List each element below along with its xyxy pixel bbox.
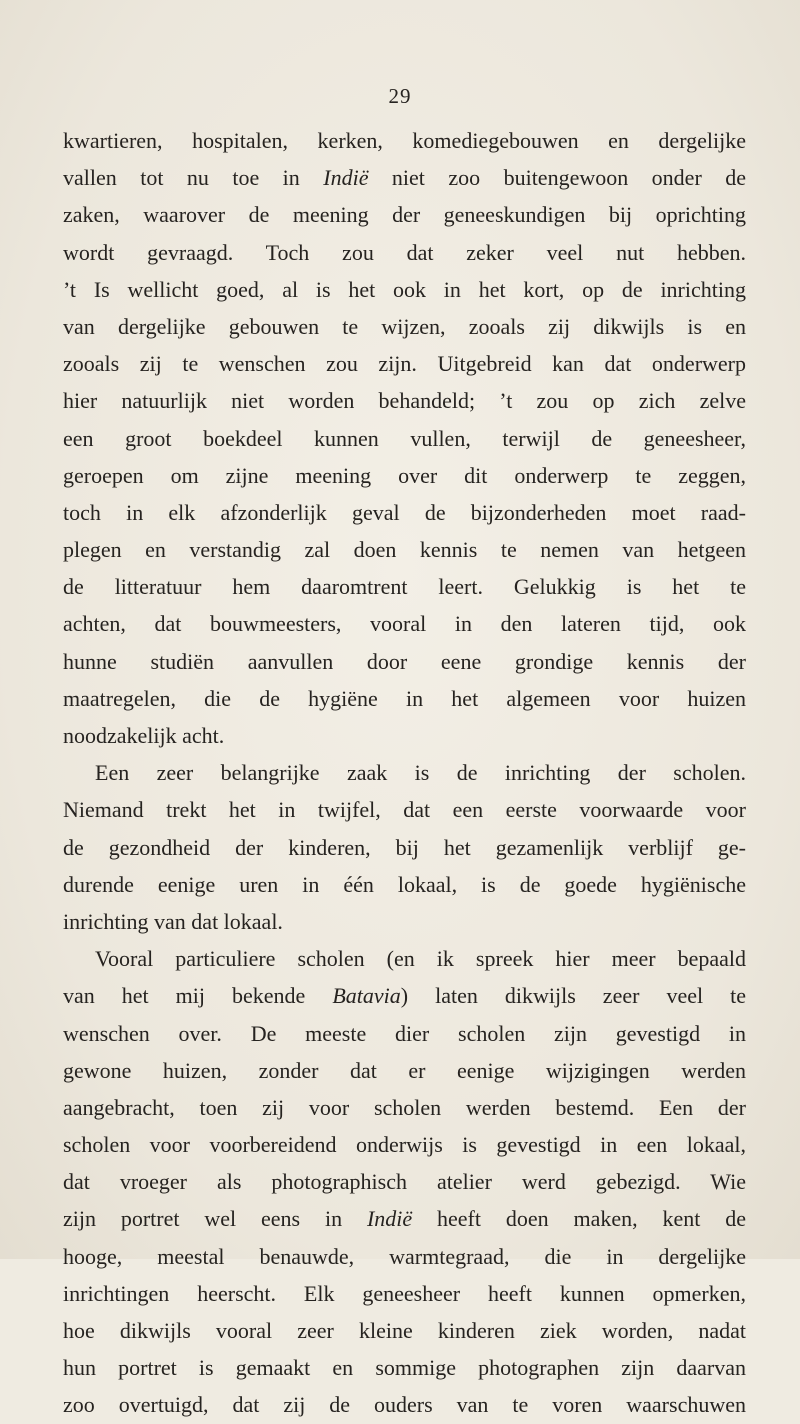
text-line [63, 420, 746, 457]
text-line-content: hooge, meestal benauwde, warmtegraad, die in dergelijke [63, 1243, 746, 1269]
text-line [63, 196, 746, 233]
text-line-content: noodzakelijk acht. [63, 723, 225, 748]
text-line [63, 1089, 746, 1126]
text-line [63, 680, 746, 717]
text-line [63, 717, 746, 754]
text-line-content: inrichting van dat lokaal. [63, 908, 283, 934]
text-line-content: Een zeer belangrijke zaak is de inrichting der scholen. [95, 760, 746, 786]
text-line-content: de gezondheid der kinderen, bij het gezamenlijk verblijf ge- [63, 834, 746, 860]
text-line-content: zooals zij te wenschen zou zijn. Uitgebreid kan dat onderwerp [63, 351, 746, 377]
text-line [63, 791, 746, 828]
text-line [63, 271, 746, 308]
text-line-content: van dergelijke gebouwen te wijzen, zooals zij dikwijls is en [63, 313, 746, 339]
text-line [63, 940, 746, 977]
text-line-content: geroepen om zijne meening over dit onderwerp te zeggen, [63, 462, 746, 488]
text-line [63, 1015, 746, 1052]
text-line-content: wenschen over. De meeste dier scholen zijn gevestigd in [63, 1020, 746, 1046]
text-line-content: hunne studiën aanvullen door eene grondige kennis der [63, 648, 746, 674]
text-line-continuation: heeft doen maken, kent de [412, 1206, 746, 1232]
text-line-content: achten, dat bouwmeesters, vooral in den lateren tijd, ook [63, 611, 746, 637]
text-line-continuation: niet zoo buitengewoon onder de [368, 165, 746, 191]
text-line-content: plegen en verstandig zal doen kennis te nemen van hetgeen [63, 537, 746, 563]
body-text [63, 122, 746, 1424]
text-line-content: zoo overtuigd, dat zij de ouders van te voren waarschuwen [63, 1392, 746, 1418]
text-line-content: aangebracht, toen zij voor scholen werden bestemd. Een der [63, 1094, 746, 1120]
text-line [63, 754, 746, 791]
italic-place-name: Indië [366, 1206, 413, 1232]
text-line [63, 234, 746, 271]
text-line [63, 977, 746, 1014]
text-line-content: ’t Is wellicht goed, al is het ook in het kort, op de inrichting [63, 276, 746, 302]
text-line [63, 903, 746, 940]
text-line [63, 457, 746, 494]
text-line-content: durende eenige uren in één lokaal, is de goede hygiënische [63, 871, 746, 897]
text-line [63, 159, 746, 196]
text-line-content: van het mij bekende [63, 983, 333, 1009]
text-line [63, 643, 746, 680]
text-line [63, 122, 746, 159]
text-line [63, 1349, 746, 1386]
text-line-content: Vooral particuliere scholen (en ik spreek hier meer bepaald [95, 946, 746, 972]
text-line [63, 1163, 746, 1200]
text-line-content: een groot boekdeel kunnen vullen, terwijl de geneesheer, [63, 425, 746, 451]
italic-place-name: Indië [323, 165, 369, 191]
text-line-content: wordt gevraagd. Toch zou dat zeker veel nut hebben. [63, 239, 746, 265]
text-line-content: hoe dikwijls vooral zeer kleine kinderen ziek worden, nadat [63, 1318, 746, 1343]
text-line-content: hier natuurlijk niet worden behandeld; ’t zou op zich zelve [63, 388, 746, 414]
text-line [63, 1312, 746, 1349]
text-line-content: toch in elk afzonderlijk geval de bijzonderheden moet raad- [63, 499, 746, 525]
text-line [63, 1052, 746, 1089]
text-line-content: scholen voor voorbereidend onderwijs is gevestigd in een lokaal, [63, 1132, 746, 1158]
text-line-continuation: ) laten dikwijls zeer veel te [400, 983, 746, 1009]
text-line-content: zaken, waarover de meening der geneeskundigen bij oprichting [63, 202, 746, 228]
text-line-content: zijn portret wel eens in [63, 1206, 367, 1232]
text-line [63, 308, 746, 345]
text-line [63, 494, 746, 531]
text-line [63, 1126, 746, 1163]
text-line [63, 1200, 746, 1237]
text-line [63, 866, 746, 903]
text-line-content: inrichtingen heerscht. Elk geneesheer heeft kunnen opmerken, [63, 1280, 746, 1306]
text-line [63, 1275, 746, 1312]
text-line [63, 531, 746, 568]
text-line-content: Niemand trekt het in twijfel, dat een eerste voorwaarde voor [63, 797, 746, 823]
text-line-content: hun portret is gemaakt en sommige photographen zijn daarvan [63, 1355, 746, 1381]
text-line [63, 345, 746, 382]
text-line [63, 568, 746, 605]
italic-place-name: Batavia [332, 983, 401, 1009]
text-line-content: gewone huizen, zonder dat er eenige wijzigingen werden [63, 1057, 746, 1083]
text-line [63, 1238, 746, 1275]
text-line-content: dat vroeger als photographisch atelier werd gebezigd. Wie [63, 1169, 746, 1195]
text-line-content: maatregelen, die de hygiëne in het algemeen voor huizen [63, 685, 746, 711]
text-line-content: de litteratuur hem daaromtrent leert. Gelukkig is het te [63, 574, 746, 600]
text-line [63, 829, 746, 866]
text-line-content: kwartieren, hospitalen, kerken, komediegebouwen en dergelijke [63, 128, 746, 153]
text-line-content: vallen tot nu toe in [63, 165, 324, 191]
text-line [63, 1386, 746, 1423]
text-line [63, 382, 746, 419]
text-line [63, 605, 746, 642]
page-number: 29 [388, 84, 412, 108]
